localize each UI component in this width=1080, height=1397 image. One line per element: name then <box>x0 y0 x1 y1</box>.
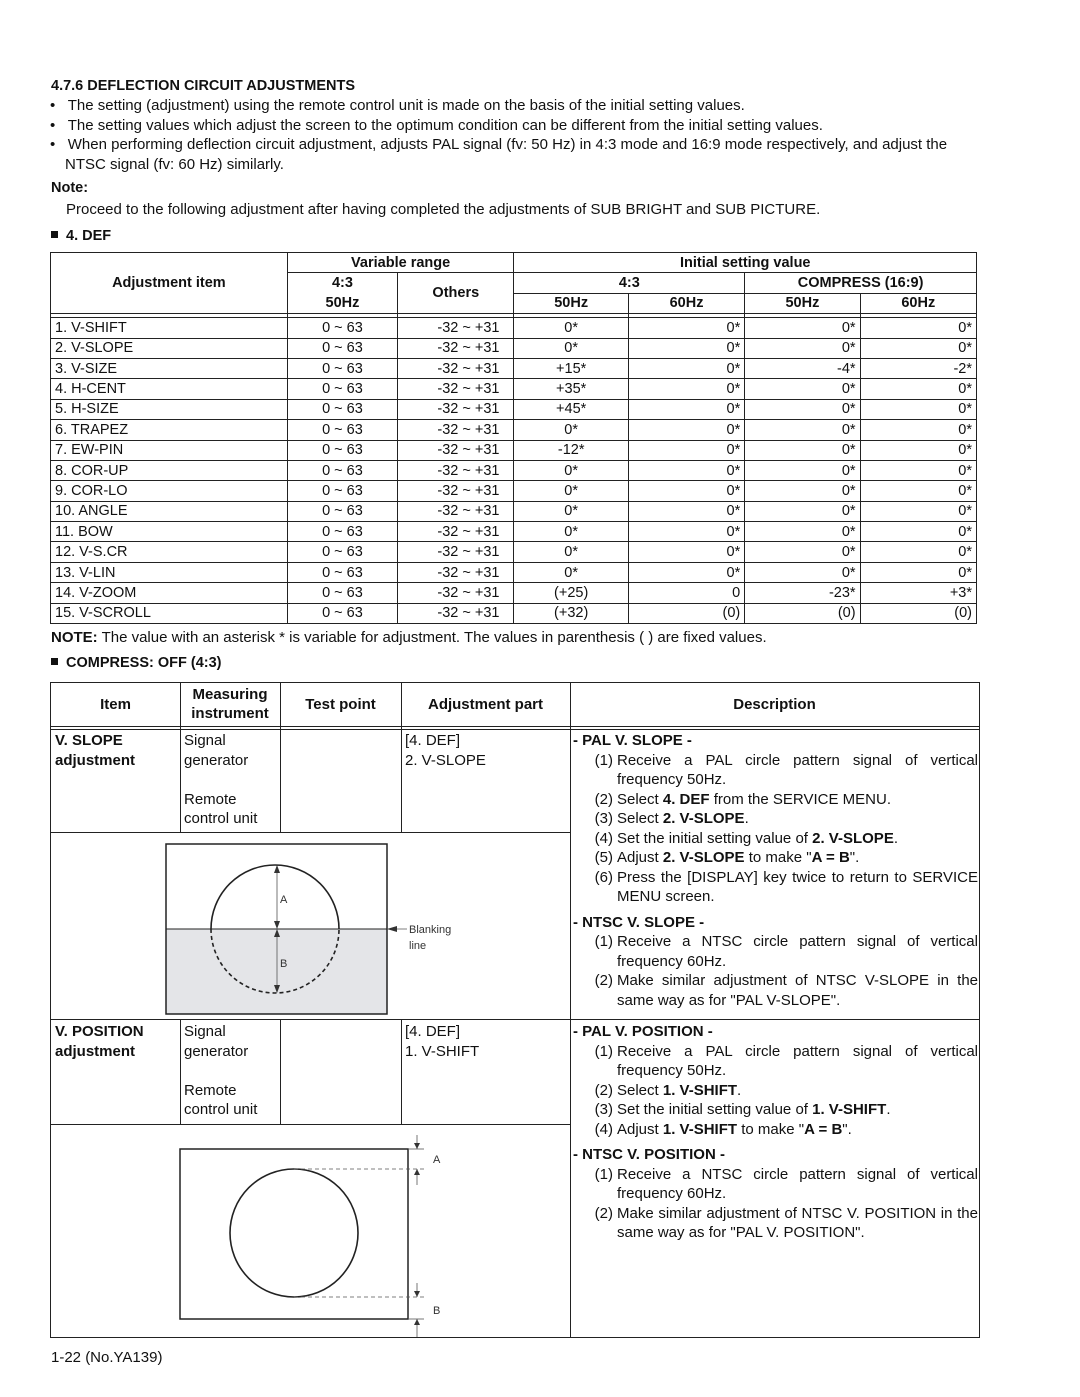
table-row <box>51 358 977 378</box>
table-cell: 0* <box>745 318 860 338</box>
label-a: A <box>433 1154 441 1166</box>
bullet-item: • The setting (adjustment) using the remote control unit is made on the basis of the initial setting values. <box>50 97 745 114</box>
table-cell: 13. V-LIN <box>51 562 288 582</box>
table-cell: 0* <box>860 522 976 542</box>
table-cell: 0* <box>745 481 860 501</box>
table-cell: +35* <box>514 379 628 399</box>
table-cell: 0* <box>745 542 860 562</box>
step-item: (1) Receive a NTSC circle pattern signal of vertical frequency 60Hz. <box>594 1165 978 1202</box>
square-bullet-icon <box>51 658 58 665</box>
table-cell: 7. EW-PIN <box>51 440 288 460</box>
divider <box>570 683 571 1337</box>
adjustment-part-vposition: [4. DEF] 1. V-SHIFT <box>405 1023 480 1060</box>
table-row <box>51 379 977 399</box>
table-cell: -32 ~ +31 <box>398 542 514 562</box>
table-row <box>51 338 977 358</box>
step-item: (4) Set the initial setting value of 2. V-SLOPE. <box>594 829 898 847</box>
table-cell: 0* <box>745 522 860 542</box>
table-cell: 0 ~ 63 <box>287 603 397 623</box>
def-table <box>50 252 977 624</box>
divider <box>401 1019 402 1124</box>
adjustment-part-vslope: [4. DEF] 2. V-SLOPE <box>405 732 486 769</box>
table-cell: (0) <box>745 603 860 623</box>
page-footer: 1-22 (No.YA139) <box>51 1349 163 1366</box>
table-cell: +15* <box>514 358 628 378</box>
table-cell: 0* <box>514 542 628 562</box>
table-cell: 0 ~ 63 <box>287 481 397 501</box>
table-cell: -32 ~ +31 <box>398 420 514 440</box>
table-cell: 0* <box>514 481 628 501</box>
th-60hz: 60Hz <box>628 293 744 313</box>
divider <box>51 1124 570 1125</box>
table-cell: 0* <box>514 501 628 521</box>
table-cell: 4. H-CENT <box>51 379 288 399</box>
pal-vslope-heading: - PAL V. SLOPE - <box>573 732 692 749</box>
table-cell: 0* <box>860 399 976 419</box>
table-cell: -12* <box>514 440 628 460</box>
table-row <box>51 562 977 582</box>
step-item: (6) Press the [DISPLAY] key twice to return to SERVICE MENU screen. <box>594 868 978 905</box>
table-cell: 0* <box>628 420 744 440</box>
table-cell: 0* <box>860 318 976 338</box>
th-variable-range: Variable range <box>287 253 514 273</box>
th-adjustment-item: Adjustment item <box>51 253 288 314</box>
table-row <box>51 460 977 480</box>
table-cell: 0* <box>514 562 628 582</box>
step-item: (2) Make similar adjustment of NTSC V. POSITION in the same way as for "PAL V. POSITION". <box>594 1204 978 1241</box>
table-cell: 0 ~ 63 <box>287 358 397 378</box>
table-cell: 0* <box>745 460 860 480</box>
table-row <box>51 583 977 603</box>
table-cell: 0* <box>514 460 628 480</box>
table-row <box>51 318 977 338</box>
table-cell: -32 ~ +31 <box>398 318 514 338</box>
table-cell: -32 ~ +31 <box>398 522 514 542</box>
def-note: NOTE: The value with an asterisk * is variable for adjustment. The values in parenthesis ( ) are fixed values. <box>51 629 767 646</box>
table-cell: -2* <box>860 358 976 378</box>
step-item: (4) Adjust 1. V-SHIFT to make "A = B". <box>594 1120 852 1138</box>
table-cell: 0* <box>745 399 860 419</box>
table-cell: 0* <box>628 358 744 378</box>
table-cell: 0 ~ 63 <box>287 318 397 338</box>
table-cell: 8. COR-UP <box>51 460 288 480</box>
table-cell: 0* <box>628 562 744 582</box>
table-cell: +45* <box>514 399 628 419</box>
table-cell: 0* <box>628 460 744 480</box>
note-label: Note: <box>51 180 89 196</box>
table-cell: 0* <box>860 481 976 501</box>
table-cell: 0* <box>860 338 976 358</box>
table-cell: 0* <box>628 338 744 358</box>
table-cell: 0 ~ 63 <box>287 440 397 460</box>
description-vslope <box>573 731 978 1010</box>
table-cell: 0* <box>514 420 628 440</box>
table-cell: 0* <box>628 379 744 399</box>
step-item: (3) Set the initial setting value of 1. V-SHIFT. <box>594 1101 891 1118</box>
table-cell: -32 ~ +31 <box>398 501 514 521</box>
th-60hz: 60Hz <box>860 293 976 313</box>
table-row <box>51 399 977 419</box>
th-50hz: 50Hz <box>745 293 860 313</box>
table-cell: -32 ~ +31 <box>398 358 514 378</box>
table-row <box>51 440 977 460</box>
table-cell: (+32) <box>514 603 628 623</box>
th-range-50hz: 50Hz <box>287 293 397 313</box>
table-cell: 0* <box>860 542 976 562</box>
table-cell: 0* <box>628 542 744 562</box>
divider <box>51 729 979 730</box>
th-description: Description <box>733 696 816 713</box>
th-range-43: 4:3 <box>287 273 397 293</box>
section-title: 4.7.6 DEFLECTION CIRCUIT ADJUSTMENTS <box>51 78 355 94</box>
description-vposition <box>573 1022 978 1243</box>
compress-section-title: COMPRESS: OFF (4:3) <box>51 655 221 671</box>
table-cell: 0 ~ 63 <box>287 562 397 582</box>
table-cell: 0* <box>628 318 744 338</box>
th-test-point: Test point <box>305 696 376 713</box>
th-measuring: Measuring <box>192 686 268 703</box>
table-row <box>51 420 977 440</box>
table-cell: 0 ~ 63 <box>287 522 397 542</box>
table-cell: -32 ~ +31 <box>398 379 514 399</box>
table-cell: 0* <box>745 501 860 521</box>
table-cell: 0* <box>628 399 744 419</box>
th-others: Others <box>398 273 514 314</box>
table-cell: 0* <box>745 338 860 358</box>
table-cell: 0* <box>745 379 860 399</box>
measuring-vposition: Signal generator Remote control unit <box>184 1023 258 1118</box>
table-cell: -32 ~ +31 <box>398 481 514 501</box>
table-cell: 0* <box>745 440 860 460</box>
table-cell: 0* <box>628 481 744 501</box>
note-text: Proceed to the following adjustment after having completed the adjustments of SUB BRIGHT and SUB PICTURE. <box>66 201 821 218</box>
table-cell: 3. V-SIZE <box>51 358 288 378</box>
item-vposition: V. POSITION adjustment <box>55 1023 144 1060</box>
table-cell: 11. BOW <box>51 522 288 542</box>
table-cell: 9. COR-LO <box>51 481 288 501</box>
vposition-diagram <box>176 1133 476 1339</box>
divider <box>51 726 979 727</box>
table-cell: 0 <box>628 583 744 603</box>
item-vslope: V. SLOPE adjustment <box>55 732 136 769</box>
table-row <box>51 542 977 562</box>
table-cell: -32 ~ +31 <box>398 562 514 582</box>
table-cell: (0) <box>628 603 744 623</box>
table-cell: +3* <box>860 583 976 603</box>
table-cell: -32 ~ +31 <box>398 460 514 480</box>
table-cell: 0 ~ 63 <box>287 399 397 419</box>
table-cell: 10. ANGLE <box>51 501 288 521</box>
th-item: Item <box>100 696 131 713</box>
table-cell: -32 ~ +31 <box>398 583 514 603</box>
table-cell: 14. V-ZOOM <box>51 583 288 603</box>
table-cell: 1. V-SHIFT <box>51 318 288 338</box>
table-cell: 0* <box>514 522 628 542</box>
table-cell: -32 ~ +31 <box>398 440 514 460</box>
def-section-title: 4. DEF <box>51 228 111 244</box>
table-cell: 15. V-SCROLL <box>51 603 288 623</box>
bullet-item: • When performing deflection circuit adjustment, adjusts PAL signal (fv: 50 Hz) in 4:3 mode and 16:9 mode respectively, and adjust the NTSC signal (fv: 60 Hz) similarly. <box>50 136 948 173</box>
divider <box>280 1019 281 1124</box>
table-cell: -32 ~ +31 <box>398 338 514 358</box>
step-item: (5) Adjust 2. V-SLOPE to make "A = B". <box>594 849 860 866</box>
table-cell: 0* <box>628 440 744 460</box>
table-row <box>51 522 977 542</box>
table-cell: 0* <box>514 318 628 338</box>
step-item: (1) Receive a PAL circle pattern signal of vertical frequency 50Hz. <box>594 1042 978 1079</box>
table-cell: -23* <box>745 583 860 603</box>
table-row <box>51 603 977 623</box>
table-cell: 0* <box>628 522 744 542</box>
step-item: (3) Select 2. V-SLOPE. <box>594 810 749 827</box>
table-cell: (0) <box>860 603 976 623</box>
table-cell: 0 ~ 63 <box>287 460 397 480</box>
table-cell: 0* <box>745 562 860 582</box>
vslope-diagram <box>161 841 461 1019</box>
divider <box>51 1019 979 1020</box>
table-cell: 0* <box>860 379 976 399</box>
label-blanking: Blanking <box>409 924 452 936</box>
table-cell: 0* <box>514 338 628 358</box>
th-adjustment-part: Adjustment part <box>427 696 543 713</box>
table-cell: 0 ~ 63 <box>287 542 397 562</box>
table-cell: 0* <box>628 501 744 521</box>
table-cell: 0* <box>860 460 976 480</box>
table-cell: 0 ~ 63 <box>287 379 397 399</box>
label-b: B <box>280 958 288 970</box>
th-instrument: instrument <box>191 705 269 722</box>
divider <box>180 1019 181 1124</box>
compress-table <box>50 682 980 1338</box>
table-cell: 0 ~ 63 <box>287 583 397 603</box>
table-cell: (+25) <box>514 583 628 603</box>
intro-bullets <box>50 96 980 174</box>
step-item: (1) Receive a NTSC circle pattern signal of vertical frequency 60Hz. <box>594 933 978 970</box>
table-cell: 0* <box>860 440 976 460</box>
step-item: (2) Select 1. V-SHIFT. <box>594 1081 742 1099</box>
step-item: (1) Receive a PAL circle pattern signal of vertical frequency 50Hz. <box>594 751 978 788</box>
ntsc-vslope-heading: - NTSC V. SLOPE - <box>573 913 705 931</box>
square-bullet-icon <box>51 231 58 238</box>
table-cell: 0* <box>745 420 860 440</box>
table-cell: 0* <box>860 562 976 582</box>
table-cell: 12. V-S.CR <box>51 542 288 562</box>
label-line: line <box>409 940 427 952</box>
table-cell: 5. H-SIZE <box>51 399 288 419</box>
bullet-item: • The setting values which adjust the screen to the optimum condition can be different from the initial setting values. <box>50 116 823 134</box>
table-cell: -32 ~ +31 <box>398 399 514 419</box>
table-cell: 0 ~ 63 <box>287 420 397 440</box>
divider <box>51 832 570 833</box>
table-cell: 2. V-SLOPE <box>51 338 288 358</box>
table-cell: 0 ~ 63 <box>287 338 397 358</box>
th-50hz: 50Hz <box>514 293 628 313</box>
table-cell: -32 ~ +31 <box>398 603 514 623</box>
table-cell: -4* <box>745 358 860 378</box>
pal-vposition-heading: - PAL V. POSITION - <box>573 1023 713 1040</box>
step-item: (2) Select 4. DEF from the SERVICE MENU. <box>594 790 891 808</box>
table-cell: 0* <box>860 420 976 440</box>
label-a: A <box>280 894 288 906</box>
table-cell: 0 ~ 63 <box>287 501 397 521</box>
measuring-vslope: Signal generator Remote control unit <box>184 732 258 827</box>
table-row <box>51 501 977 521</box>
th-initial-setting: Initial setting value <box>514 253 977 273</box>
th-compress: COMPRESS (16:9) <box>745 273 977 293</box>
table-row <box>51 481 977 501</box>
label-b: B <box>433 1305 441 1317</box>
ntsc-vposition-heading: - NTSC V. POSITION - <box>573 1146 725 1163</box>
step-item: (2) Make similar adjustment of NTSC V-SLOPE in the same way as for "PAL V-SLOPE". <box>594 972 978 1009</box>
table-cell: 6. TRAPEZ <box>51 420 288 440</box>
th-init-43: 4:3 <box>514 273 745 293</box>
table-cell: 0* <box>860 501 976 521</box>
